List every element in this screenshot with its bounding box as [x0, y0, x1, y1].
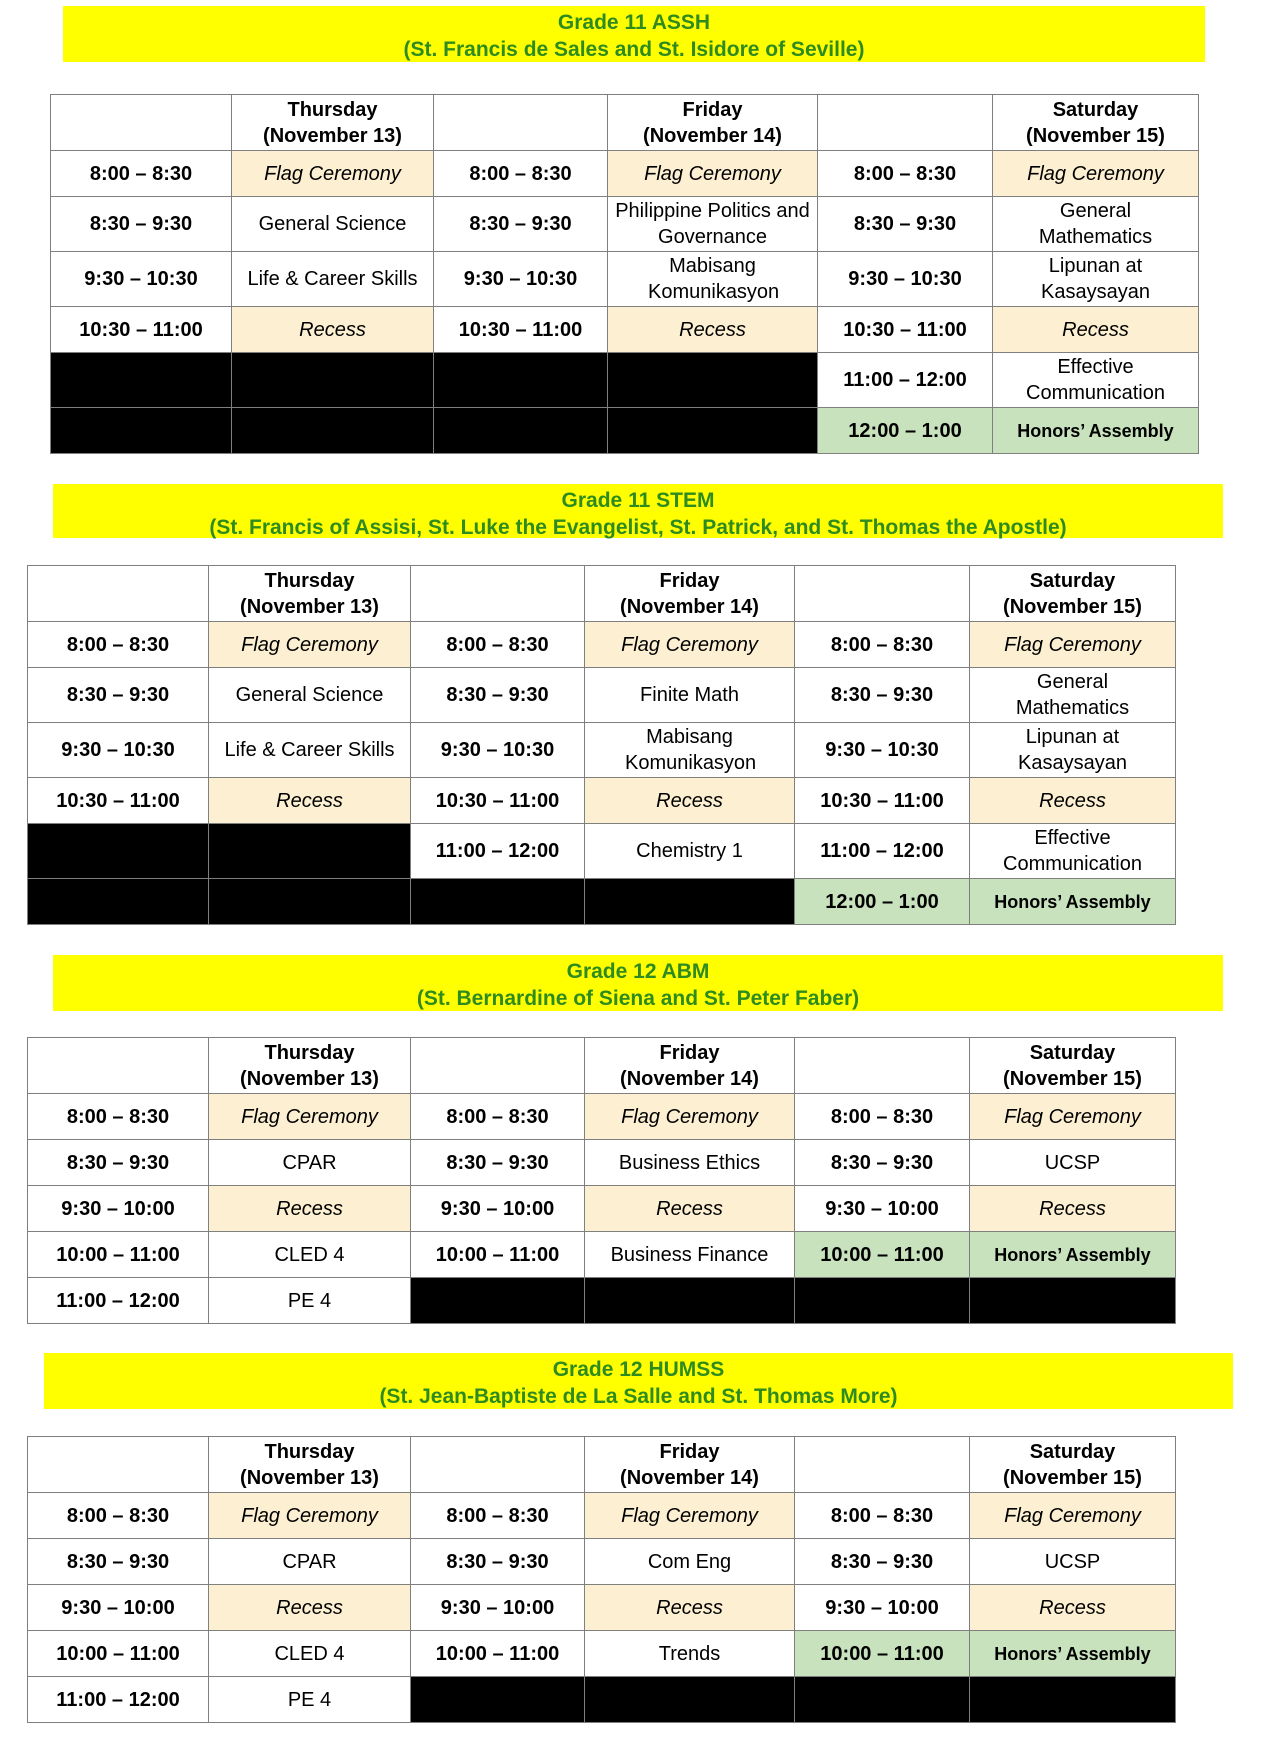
redacted-cell: [585, 879, 795, 925]
time-cell: 11:00 – 12:00: [818, 353, 993, 408]
subject-cell: Finite Math: [585, 668, 795, 723]
table-row: [28, 1677, 1176, 1723]
table-row: [28, 1493, 1176, 1539]
subject-cell: CPAR: [209, 1539, 411, 1585]
subject-cell: UCSP: [970, 1140, 1176, 1186]
table-row: [51, 307, 1199, 353]
header-blank: [795, 1437, 970, 1493]
day-header-saturday: Saturday (November 15): [970, 1437, 1176, 1493]
subject-cell-honors-assembly: Honors’ Assembly: [970, 1631, 1176, 1677]
redacted-cell: [434, 408, 608, 454]
time-cell: 8:00 – 8:30: [411, 1493, 585, 1539]
header-blank: [411, 1038, 585, 1094]
header-blank: [28, 1038, 209, 1094]
header-blank: [795, 1038, 970, 1094]
day-header-thursday: Thursday (November 13): [209, 566, 411, 622]
subject-cell: CLED 4: [209, 1631, 411, 1677]
day-header-thursday: Thursday (November 13): [209, 1437, 411, 1493]
header-row: [51, 95, 1199, 151]
subject-cell: Effective Communication: [993, 353, 1199, 408]
subject-cell: General Science: [232, 197, 434, 252]
section-title: Grade 11 ASSH: [557, 11, 711, 34]
schedule-table-g12-humss: [27, 1436, 1176, 1723]
header-row: [28, 566, 1176, 622]
section-banner-g12-abm: [53, 955, 1223, 1011]
subject-cell-recess: Recess: [209, 1186, 411, 1232]
time-cell: 8:30 – 9:30: [818, 197, 993, 252]
subject-cell-flag-ceremony: Flag Ceremony: [585, 1493, 795, 1539]
subject-cell-flag-ceremony: Flag Ceremony: [970, 622, 1176, 668]
redacted-cell: [232, 353, 434, 408]
time-cell-honors: 10:00 – 11:00: [795, 1631, 970, 1677]
table-row: [51, 151, 1199, 197]
section-title: Grade 11 STEM: [561, 489, 715, 512]
time-cell: 9:30 – 10:00: [411, 1186, 585, 1232]
subject-cell: Philippine Politics and Governance: [608, 197, 818, 252]
time-cell: 8:30 – 9:30: [51, 197, 232, 252]
schedule-table-g11-assh: [50, 94, 1199, 454]
redacted-cell: [411, 1677, 585, 1723]
time-cell: 10:30 – 11:00: [818, 307, 993, 353]
subject-cell-recess: Recess: [970, 1186, 1176, 1232]
subject-cell: Lipunan at Kasaysayan: [993, 252, 1199, 307]
time-cell: 8:00 – 8:30: [795, 1493, 970, 1539]
subject-cell-recess: Recess: [209, 1585, 411, 1631]
header-blank: [795, 566, 970, 622]
time-cell: 10:30 – 11:00: [51, 307, 232, 353]
time-cell: 9:30 – 10:00: [28, 1585, 209, 1631]
subject-cell: Life & Career Skills: [209, 723, 411, 778]
time-cell: 11:00 – 12:00: [28, 1278, 209, 1324]
subject-cell-recess: Recess: [585, 1186, 795, 1232]
redacted-cell: [28, 879, 209, 925]
time-cell: 8:00 – 8:30: [28, 1094, 209, 1140]
table-row: [28, 622, 1176, 668]
subject-cell-recess: Recess: [585, 1585, 795, 1631]
section-subtitle: (St. Jean-Baptiste de La Salle and St. Thomas More): [379, 1385, 898, 1408]
header-row: [28, 1038, 1176, 1094]
section-banner-g11-assh: [63, 6, 1205, 62]
time-cell: 8:00 – 8:30: [28, 1493, 209, 1539]
subject-cell: Mabisang Komunikasyon: [585, 723, 795, 778]
redacted-cell: [585, 1677, 795, 1723]
time-cell: 9:30 – 10:30: [795, 723, 970, 778]
table-row: [51, 252, 1199, 307]
day-header-friday: Friday (November 14): [585, 1437, 795, 1493]
time-cell: 10:00 – 11:00: [28, 1232, 209, 1278]
header-blank: [51, 95, 232, 151]
time-cell: 10:30 – 11:00: [28, 778, 209, 824]
section-banner-g12-humss: [44, 1353, 1233, 1409]
time-cell: 10:30 – 11:00: [434, 307, 608, 353]
time-cell: 8:30 – 9:30: [795, 1140, 970, 1186]
table-row: [51, 408, 1199, 454]
redacted-cell: [795, 1278, 970, 1324]
time-cell: 8:30 – 9:30: [28, 1539, 209, 1585]
subject-cell: Chemistry 1: [585, 824, 795, 879]
subject-cell-honors-assembly: Honors’ Assembly: [970, 1232, 1176, 1278]
subject-cell-flag-ceremony: Flag Ceremony: [993, 151, 1199, 197]
day-header-saturday: Saturday (November 15): [970, 566, 1176, 622]
header-row: [28, 1437, 1176, 1493]
day-header-saturday: Saturday (November 15): [970, 1038, 1176, 1094]
subject-cell: CLED 4: [209, 1232, 411, 1278]
subject-cell: General Mathematics: [970, 668, 1176, 723]
redacted-cell: [608, 353, 818, 408]
subject-cell: UCSP: [970, 1539, 1176, 1585]
subject-cell: Trends: [585, 1631, 795, 1677]
section-subtitle: (St. Francis of Assisi, St. Luke the Evangelist, St. Patrick, and St. Thomas the Apostle): [209, 516, 1067, 539]
table-row: [28, 1585, 1176, 1631]
time-cell: 9:30 – 10:30: [434, 252, 608, 307]
time-cell: 10:30 – 11:00: [411, 778, 585, 824]
subject-cell: Life & Career Skills: [232, 252, 434, 307]
time-cell: 9:30 – 10:00: [28, 1186, 209, 1232]
time-cell: 9:30 – 10:00: [795, 1585, 970, 1631]
day-header-friday: Friday (November 14): [585, 566, 795, 622]
redacted-cell: [51, 408, 232, 454]
time-cell: 8:30 – 9:30: [795, 1539, 970, 1585]
time-cell: 8:00 – 8:30: [795, 1094, 970, 1140]
day-header-thursday: Thursday (November 13): [209, 1038, 411, 1094]
time-cell: 11:00 – 12:00: [795, 824, 970, 879]
time-cell: 8:30 – 9:30: [434, 197, 608, 252]
section-title: Grade 12 HUMSS: [552, 1358, 725, 1381]
subject-cell: General Science: [209, 668, 411, 723]
subject-cell-recess: Recess: [970, 1585, 1176, 1631]
subject-cell-recess: Recess: [209, 778, 411, 824]
time-cell-honors: 10:00 – 11:00: [795, 1232, 970, 1278]
subject-cell: Lipunan at Kasaysayan: [970, 723, 1176, 778]
time-cell: 9:30 – 10:30: [51, 252, 232, 307]
table-row: [28, 723, 1176, 778]
schedule-table-g11-stem: [27, 565, 1176, 925]
time-cell: 8:00 – 8:30: [795, 622, 970, 668]
day-header-thursday: Thursday (November 13): [232, 95, 434, 151]
subject-cell-recess: Recess: [232, 307, 434, 353]
header-blank: [434, 95, 608, 151]
time-cell: 9:30 – 10:00: [411, 1585, 585, 1631]
time-cell: 8:00 – 8:30: [411, 1094, 585, 1140]
subject-cell-recess: Recess: [970, 778, 1176, 824]
subject-cell-recess: Recess: [608, 307, 818, 353]
table-row: [51, 353, 1199, 408]
table-row: [28, 668, 1176, 723]
subject-cell-flag-ceremony: Flag Ceremony: [232, 151, 434, 197]
time-cell: 8:30 – 9:30: [411, 668, 585, 723]
subject-cell-flag-ceremony: Flag Ceremony: [585, 622, 795, 668]
subject-cell-flag-ceremony: Flag Ceremony: [608, 151, 818, 197]
table-row: [28, 1094, 1176, 1140]
redacted-cell: [28, 824, 209, 879]
table-row: [28, 1278, 1176, 1324]
subject-cell: Business Ethics: [585, 1140, 795, 1186]
subject-cell-honors-assembly: Honors’ Assembly: [993, 408, 1199, 454]
section-subtitle: (St. Francis de Sales and St. Isidore of Seville): [403, 38, 865, 61]
subject-cell-flag-ceremony: Flag Ceremony: [970, 1094, 1176, 1140]
subject-cell-honors-assembly: Honors’ Assembly: [970, 879, 1176, 925]
day-header-friday: Friday (November 14): [608, 95, 818, 151]
subject-cell: Effective Communication: [970, 824, 1176, 879]
time-cell: 10:00 – 11:00: [411, 1232, 585, 1278]
subject-cell: PE 4: [209, 1677, 411, 1723]
header-blank: [411, 1437, 585, 1493]
schedule-table-g12-abm: [27, 1037, 1176, 1324]
time-cell: 10:30 – 11:00: [795, 778, 970, 824]
redacted-cell: [585, 1278, 795, 1324]
subject-cell: General Mathematics: [993, 197, 1199, 252]
time-cell: 11:00 – 12:00: [28, 1677, 209, 1723]
section-subtitle: (St. Bernardine of Siena and St. Peter Faber): [416, 987, 860, 1010]
section-banner-g11-stem: [53, 484, 1223, 538]
time-cell: 9:30 – 10:00: [795, 1186, 970, 1232]
table-row: [28, 1140, 1176, 1186]
table-row: [28, 1232, 1176, 1278]
redacted-cell: [232, 408, 434, 454]
redacted-cell: [411, 1278, 585, 1324]
time-cell: 8:00 – 8:30: [28, 622, 209, 668]
time-cell: 8:30 – 9:30: [411, 1539, 585, 1585]
section-title: Grade 12 ABM: [566, 960, 710, 983]
table-row: [28, 778, 1176, 824]
time-cell: 9:30 – 10:30: [818, 252, 993, 307]
time-cell: 8:30 – 9:30: [795, 668, 970, 723]
time-cell: 11:00 – 12:00: [411, 824, 585, 879]
table-row: [28, 1539, 1176, 1585]
subject-cell: Com Eng: [585, 1539, 795, 1585]
table-row: [28, 879, 1176, 925]
subject-cell-flag-ceremony: Flag Ceremony: [209, 1094, 411, 1140]
table-row: [28, 1186, 1176, 1232]
redacted-cell: [51, 353, 232, 408]
time-cell: 9:30 – 10:30: [411, 723, 585, 778]
subject-cell: Business Finance: [585, 1232, 795, 1278]
redacted-cell: [970, 1677, 1176, 1723]
redacted-cell: [209, 879, 411, 925]
table-row: [51, 197, 1199, 252]
redacted-cell: [209, 824, 411, 879]
time-cell: 8:00 – 8:30: [51, 151, 232, 197]
time-cell: 10:00 – 11:00: [28, 1631, 209, 1677]
header-blank: [28, 1437, 209, 1493]
time-cell: 8:00 – 8:30: [434, 151, 608, 197]
header-blank: [28, 566, 209, 622]
subject-cell: CPAR: [209, 1140, 411, 1186]
time-cell: 10:00 – 11:00: [411, 1631, 585, 1677]
time-cell: 8:30 – 9:30: [28, 668, 209, 723]
subject-cell-flag-ceremony: Flag Ceremony: [970, 1493, 1176, 1539]
subject-cell-flag-ceremony: Flag Ceremony: [209, 1493, 411, 1539]
redacted-cell: [411, 879, 585, 925]
time-cell: 9:30 – 10:30: [28, 723, 209, 778]
subject-cell-recess: Recess: [993, 307, 1199, 353]
time-cell: 8:00 – 8:30: [411, 622, 585, 668]
time-cell-honors: 12:00 – 1:00: [795, 879, 970, 925]
redacted-cell: [795, 1677, 970, 1723]
redacted-cell: [608, 408, 818, 454]
subject-cell-flag-ceremony: Flag Ceremony: [585, 1094, 795, 1140]
header-blank: [818, 95, 993, 151]
time-cell: 8:30 – 9:30: [411, 1140, 585, 1186]
table-row: [28, 824, 1176, 879]
redacted-cell: [970, 1278, 1176, 1324]
table-row: [28, 1631, 1176, 1677]
subject-cell: Mabisang Komunikasyon: [608, 252, 818, 307]
subject-cell-flag-ceremony: Flag Ceremony: [209, 622, 411, 668]
redacted-cell: [434, 353, 608, 408]
subject-cell-recess: Recess: [585, 778, 795, 824]
day-header-friday: Friday (November 14): [585, 1038, 795, 1094]
subject-cell: PE 4: [209, 1278, 411, 1324]
time-cell: 8:00 – 8:30: [818, 151, 993, 197]
header-blank: [411, 566, 585, 622]
day-header-saturday: Saturday (November 15): [993, 95, 1199, 151]
time-cell-honors: 12:00 – 1:00: [818, 408, 993, 454]
time-cell: 8:30 – 9:30: [28, 1140, 209, 1186]
